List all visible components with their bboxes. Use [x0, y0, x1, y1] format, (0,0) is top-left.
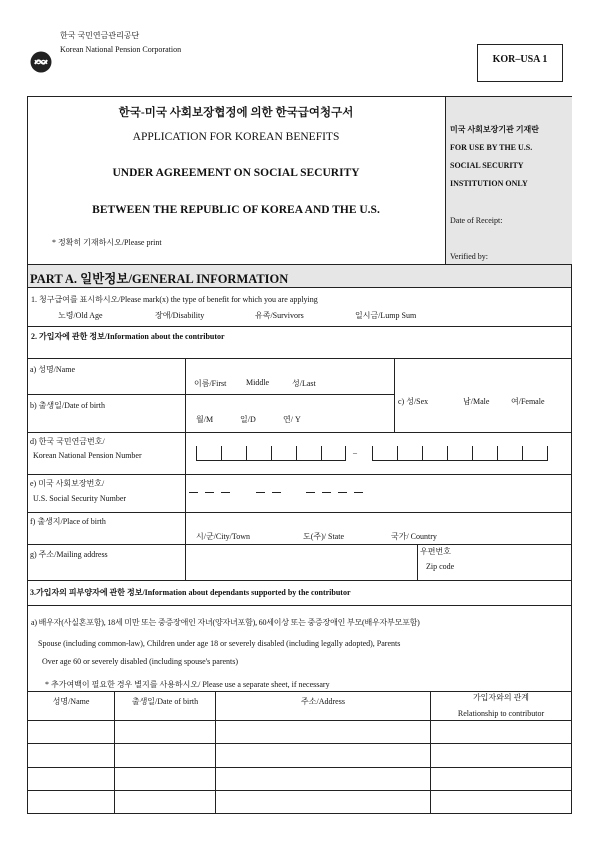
- sex-label: c) 성/Sex: [398, 397, 429, 406]
- zip-code-input[interactable]: [470, 545, 570, 579]
- office-use-korean: 미국 사회보장기관 기재란: [450, 125, 540, 134]
- pension-number-part-1[interactable]: [196, 446, 346, 461]
- address-input[interactable]: [186, 545, 416, 579]
- dob-input[interactable]: [186, 395, 393, 431]
- birthplace-state: 도(주)/ State: [303, 532, 345, 541]
- dob-year: 연/ Y: [283, 415, 301, 424]
- dependant-row-3[interactable]: [28, 768, 571, 790]
- birthplace-label: f) 출생지/Place of birth: [30, 517, 106, 526]
- print-note: * 정확히 기재하시오/Please print: [52, 238, 162, 247]
- col-header-address: 주소/Address: [301, 697, 345, 706]
- dependant-row-2[interactable]: [28, 744, 571, 766]
- zip-code-korean: 우편번호: [420, 547, 451, 556]
- dob-month: 월/M: [196, 415, 214, 424]
- sex-male-option[interactable]: 남/Male: [463, 397, 490, 406]
- pension-dash: –: [353, 448, 357, 457]
- pension-label-1: d) 한국 국민연금번호/: [30, 437, 105, 446]
- name-label: a) 성명/Name: [30, 365, 75, 374]
- pension-number-part-2[interactable]: [372, 446, 548, 461]
- dependant-row-1[interactable]: [28, 721, 571, 743]
- ssn-label-2: U.S. Social Security Number: [33, 494, 127, 503]
- option-old-age[interactable]: 노령/Old Age: [58, 311, 103, 320]
- col-header-relationship-korean: 가입자와의 관계: [472, 693, 530, 702]
- dob-label: b) 출생일/Date of birth: [30, 401, 105, 410]
- date-of-receipt-label: Date of Receipt:: [450, 216, 503, 225]
- nps-logo: [30, 51, 52, 73]
- col-header-name: 성명/Name: [52, 697, 90, 706]
- q1-label: 1. 청구급여를 표시하시오/Please mark(x) the type of benefit for which you are applying: [31, 295, 318, 304]
- q3-a-english-2: Over age 60 or severely disabled (including spouse's parents): [42, 657, 239, 666]
- q3-a-english-1: Spouse (including common-law), Children under age 18 or severely disabled (including legally adopted), Parents: [38, 639, 401, 648]
- office-use-line-2: SOCIAL SECURITY: [450, 161, 524, 170]
- ssn-input[interactable]: [186, 475, 396, 511]
- separate-sheet-note: * 추가여백이 필요한 경우 별지를 사용하시오/ Please use a separate sheet, if necessary: [45, 680, 330, 689]
- q3-label: 3.가입자의 피부양자에 관한 정보/Information about dependants supported by the contributor: [30, 588, 351, 597]
- office-use-line-1: FOR USE BY THE U.S.: [450, 143, 533, 152]
- zip-code-english: Zip code: [426, 562, 455, 571]
- middle-name-label: Middle: [246, 378, 270, 387]
- dob-day: 일/D: [240, 415, 256, 424]
- birthplace-country: 국가/ Country: [391, 532, 437, 541]
- col-header-relationship-english: Relationship to contributor: [457, 709, 545, 718]
- sex-female-option[interactable]: 여/Female: [511, 397, 545, 406]
- ssn-label-1: e) 미국 사회보장번호/: [30, 479, 105, 488]
- part-a-title: PART A. 일반정보/GENERAL INFORMATION: [30, 272, 289, 286]
- title-line-3: BETWEEN THE REPUBLIC OF KOREA AND THE U.S.: [92, 204, 380, 216]
- last-name-label: 성/Last: [292, 379, 316, 388]
- option-lump-sum[interactable]: 일시금/Lump Sum: [355, 311, 417, 320]
- q2-label: 2. 가입자에 관한 정보/Information about the contributor: [31, 332, 225, 341]
- first-name-label: 이름/First: [194, 379, 227, 388]
- title-line-2: UNDER AGREEMENT ON SOCIAL SECURITY: [112, 167, 360, 179]
- option-disability[interactable]: 장애/Disability: [155, 311, 205, 320]
- form-code: KOR–USA 1: [492, 54, 548, 65]
- col-header-dob: 출생일/Date of birth: [131, 697, 199, 706]
- office-use-line-3: INSTITUTION ONLY: [450, 179, 528, 188]
- q3-a-korean: a) 배우자(사실혼포함), 18세 미만 또는 중증장애인 자녀(양자녀포함), 60세이상 또는 중증장애인 부모(배우자부모포함): [31, 618, 420, 627]
- pension-label-2: Korean National Pension Number: [33, 451, 142, 460]
- org-korean-name: 한국 국민연금관리공단: [60, 31, 140, 40]
- option-survivors[interactable]: 유족/Survivors: [255, 311, 304, 320]
- title-line-1: APPLICATION FOR KOREAN BENEFITS: [132, 131, 340, 143]
- verified-by-label: Verified by:: [450, 252, 488, 261]
- title-korean: 한국-미국 사회보장협정에 의한 한국급여청구서: [118, 107, 354, 119]
- org-english-name: Korean National Pension Corporation: [60, 45, 182, 54]
- address-label: g) 주소/Mailing address: [30, 550, 108, 559]
- dependant-row-4[interactable]: [28, 791, 571, 813]
- birthplace-city: 시/군/City/Town: [196, 532, 251, 541]
